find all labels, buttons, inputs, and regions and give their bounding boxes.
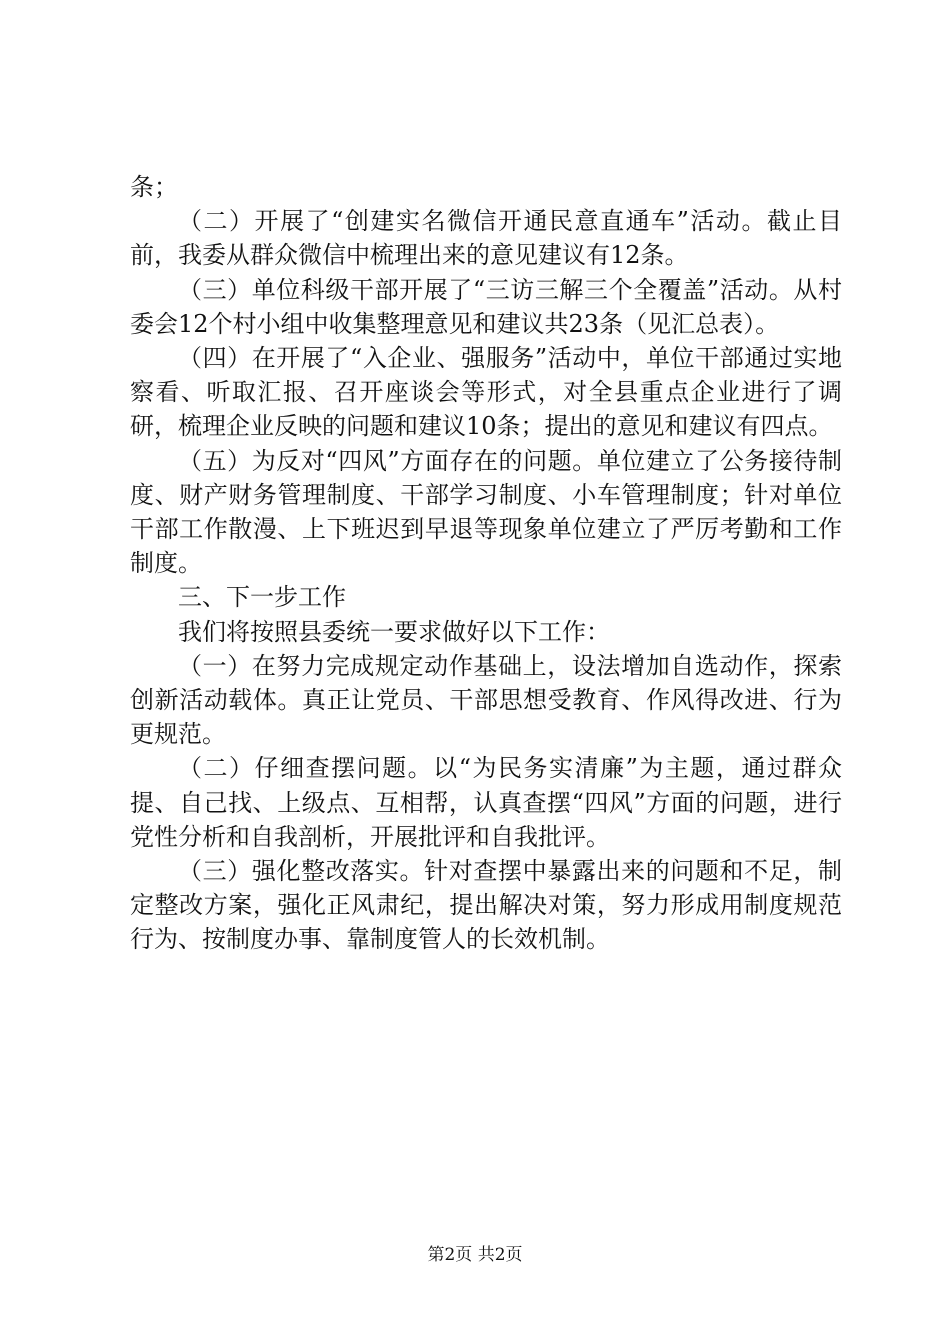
paragraph-5: （五）为反对“四风”方面存在的问题。单位建立了公务接待制度、财产财务管理制度、干部学习制度、小车管理制度；针对单位干部工作散漫、上下班迟到早退等现象单位建立了严厉考勤和工作制度。 [130, 446, 842, 578]
page-footer: 第2页 共2页 [427, 1245, 523, 1265]
paragraph-8: （一）在努力完成规定动作基础上，设法增加自选动作，探索创新活动载体。真正让党员、干部思想受教育、作风得改进、行为更规范。 [130, 651, 842, 749]
paragraph-1: 条； [130, 173, 178, 201]
paragraph-10: （三）强化整改落实。针对查摆中暴露出来的问题和不足，制定整改方案，强化正风肃纪，提出解决对策，努力形成用制度规范行为、按制度办事、靠制度管人的长效机制。 [130, 857, 842, 954]
paragraph-7: 我们将按照县委统一要求做好以下工作： [178, 617, 610, 646]
paragraph-2: （二）开展了“创建实名微信开通民意直通车”活动。截止目前，我委从群众微信中梳理出来的意见建议有12条。 [130, 207, 842, 270]
paragraph-9: （二）仔细查摆问题。以“为民务实清廉”为主题，通过群众提、自己找、上级点、互相帮，认真查摆“四风”方面的问题，进行党性分析和自我剖析，开展批评和自我批评。 [130, 754, 842, 851]
section-heading-next-steps: 三、下一步工作 [178, 583, 346, 612]
document-body [130, 170, 842, 957]
paragraph-4: （四）在开展了“入企业、强服务”活动中，单位干部通过实地察看、听取汇报、召开座谈会等形式，对全县重点企业进行了调研，梳理企业反映的问题和建议10条；提出的意见和建议有四点。 [130, 344, 842, 441]
paragraph-3: （三）单位科级干部开展了“三访三解三个全覆盖”活动。从村委会12个村小组中收集整理意见和建议共23条（见汇总表）。 [130, 275, 842, 338]
